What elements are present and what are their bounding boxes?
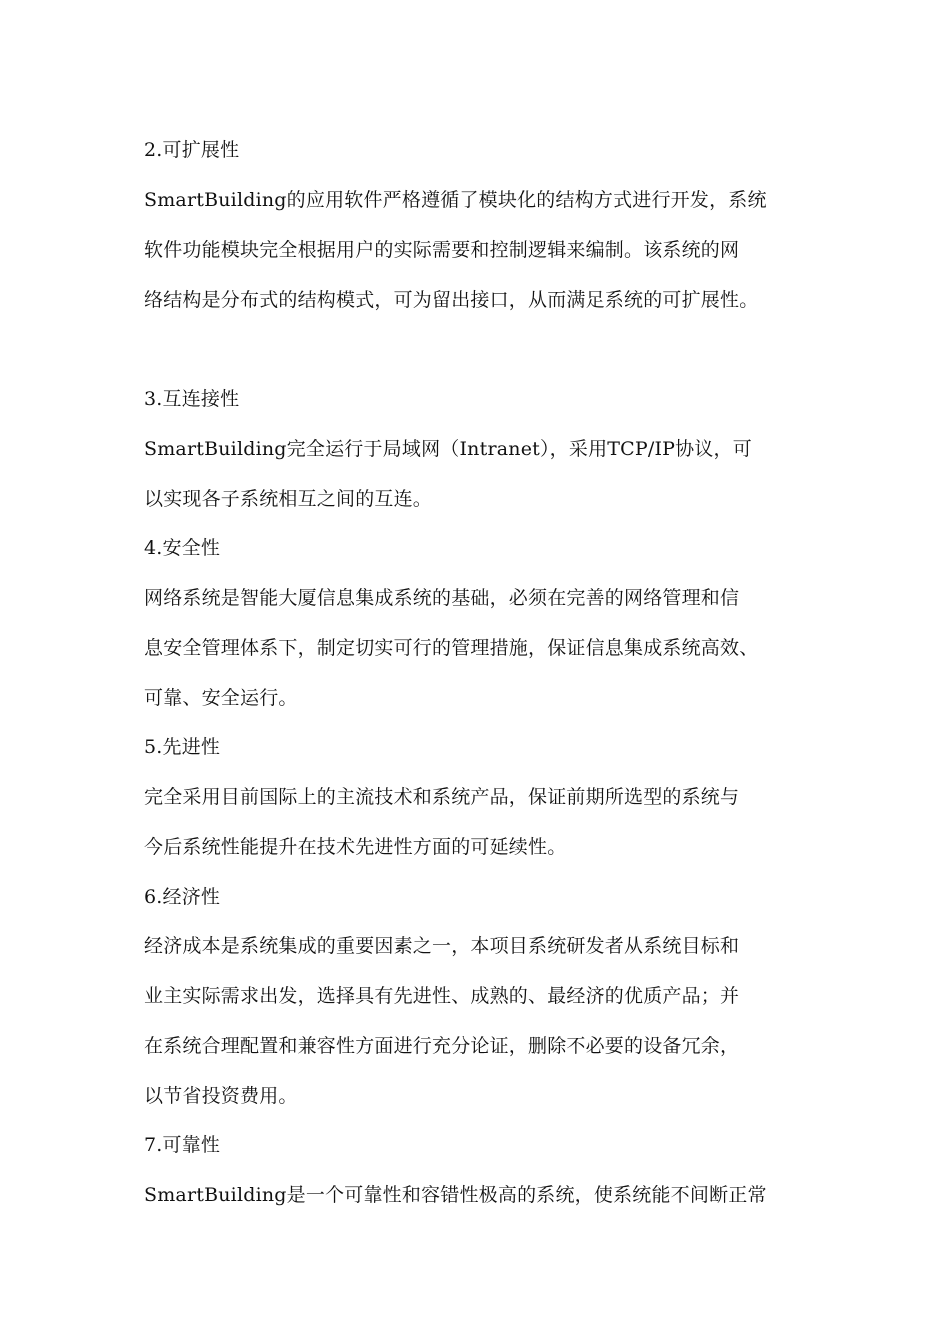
section-heading: 3.互连接性 bbox=[144, 388, 240, 410]
paragraph-line: 业主实际需求出发，选择具有先进性、成熟的、最经济的优质产品；并 bbox=[144, 985, 740, 1007]
paragraph-line: 经济成本是系统集成的重要因素之一，本项目系统研发者从系统目标和 bbox=[144, 935, 740, 957]
paragraph-line: 今后系统性能提升在技术先进性方面的可延续性。 bbox=[144, 836, 567, 858]
section-heading: 4.安全性 bbox=[144, 537, 221, 559]
paragraph-line: 以实现各子系统相互之间的互连。 bbox=[144, 488, 433, 510]
paragraph-line: 以节省投资费用。 bbox=[144, 1085, 298, 1107]
paragraph-line: 息安全管理体系下，制定切实可行的管理措施，保证信息集成系统高效、 bbox=[144, 637, 759, 659]
paragraph-line: 可靠、安全运行。 bbox=[144, 687, 298, 709]
section-heading: 5.先进性 bbox=[144, 736, 221, 758]
paragraph-line: 软件功能模块完全根据用户的实际需要和控制逻辑来编制。该系统的网 bbox=[144, 239, 740, 261]
section-heading: 6.经济性 bbox=[144, 886, 221, 908]
paragraph-line: 络结构是分布式的结构模式，可为留出接口，从而满足系统的可扩展性。 bbox=[144, 289, 759, 311]
paragraph-line: SmartBuilding是一个可靠性和容错性极高的系统，使系统能不间断正常 bbox=[144, 1184, 767, 1206]
paragraph-line: 完全采用目前国际上的主流技术和系统产品，保证前期所选型的系统与 bbox=[144, 786, 740, 808]
paragraph-line: 在系统合理配置和兼容性方面进行充分论证，删除不必要的设备冗余， bbox=[144, 1035, 740, 1057]
paragraph-line: SmartBuilding完全运行于局域网（Intranet），采用TCP/IP协议，可 bbox=[144, 438, 752, 460]
section-heading: 7.可靠性 bbox=[144, 1134, 221, 1156]
section-heading: 2.可扩展性 bbox=[144, 139, 240, 161]
paragraph-line: SmartBuilding的应用软件严格遵循了模块化的结构方式进行开发，系统 bbox=[144, 189, 767, 211]
paragraph-line: 网络系统是智能大厦信息集成系统的基础，必须在完善的网络管理和信 bbox=[144, 587, 740, 609]
